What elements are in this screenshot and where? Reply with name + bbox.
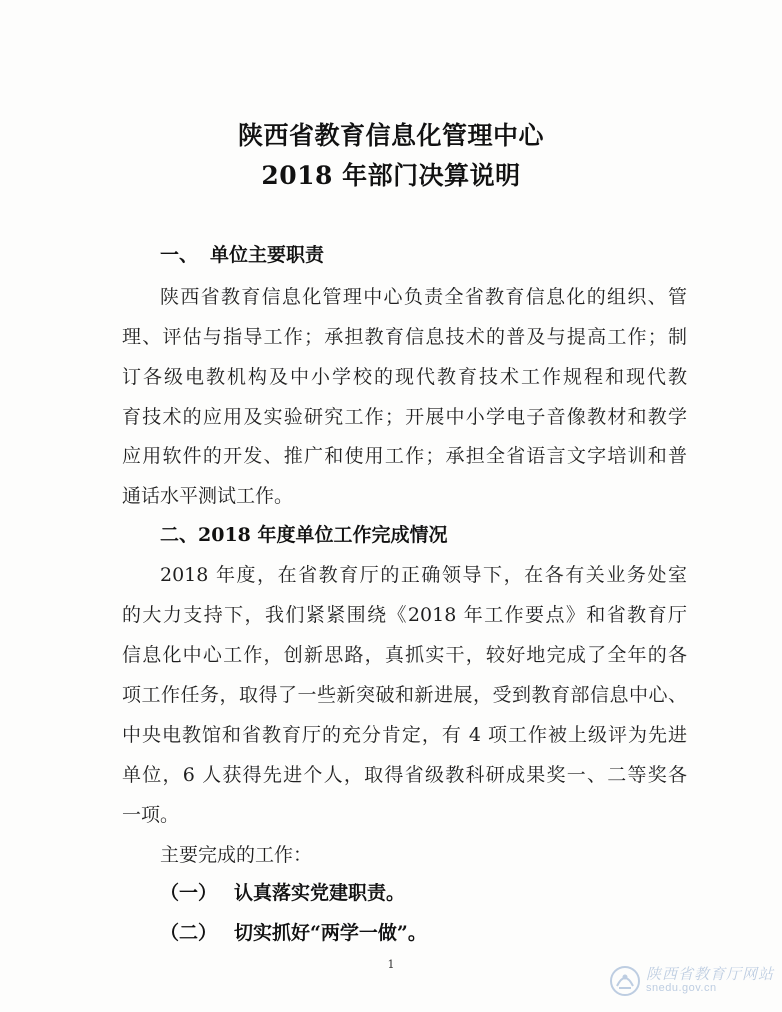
work-item-2-text: 切实抓好“两学一做”。: [234, 922, 427, 944]
work-item-1-num: （一）: [160, 882, 218, 904]
section1-line-3: 订各级电教机构及中小学校的现代教育技术工作规程和现代教: [122, 366, 687, 388]
section1-line-2: 理、评估与指导工作；承担教育信息技术的普及与提高工作；制: [122, 326, 687, 348]
section2-line-5: 中央电教馆和省教育厅的充分肯定，有 4 项工作被上级评为先进: [122, 724, 687, 746]
work-item-1-text: 认真落实党建职责。: [234, 882, 406, 904]
section1-heading: [160, 240, 324, 267]
section1-heading-text: 单位主要职责: [210, 244, 325, 266]
section1-line-1: 陕西省教育信息化管理中心负责全省教育信息化的组织、管: [160, 286, 687, 308]
site-watermark: [608, 964, 774, 998]
section2-line-7: 一项。: [122, 804, 180, 826]
site-logo-icon: [608, 964, 642, 998]
document-title-line1: 陕西省教育信息化管理中心: [237, 121, 544, 150]
section2-line-6: 单位，6 人获得先进个人，取得省级教科研成果奖一、二等奖各: [122, 764, 687, 786]
section1-line-5: 应用软件的开发、推广和使用工作；承担全省语言文字培训和普: [122, 445, 687, 467]
section2-line-3: 信息化中心工作，创新思路，真抓实干，较好地完成了全年的各: [122, 644, 687, 666]
document-title-line2: 2018 年部门决算说明: [261, 161, 521, 190]
work-item-1: [160, 878, 405, 905]
work-item-2: [160, 918, 427, 945]
section2-line-4: 项工作任务，取得了一些新突破和新进展，受到教育部信息中心、: [122, 684, 687, 706]
section1-line-6: 通话水平测试工作。: [122, 485, 294, 507]
watermark-url: snedu.gov.cn: [645, 982, 717, 995]
section2-line-1: 2018 年度，在省教育厅的正确领导下，在各有关业务处室: [160, 564, 687, 586]
watermark-text: 陕西省教育厅网站: [645, 965, 774, 984]
section2-line-2: 的大力支持下，我们紧紧围绕《2018 年工作要点》和省教育厅: [122, 604, 687, 626]
section1-line-4: 育技术的应用及实验研究工作；开展中小学电子音像教材和教学: [122, 406, 687, 428]
page-number: 1: [387, 958, 395, 971]
work-item-2-num: （二）: [160, 922, 218, 944]
section1-heading-num: 一、: [160, 244, 199, 266]
main-work-label: 主要完成的工作：: [160, 844, 313, 866]
section2-heading: 二、2018 年度单位工作完成情况: [160, 524, 448, 546]
